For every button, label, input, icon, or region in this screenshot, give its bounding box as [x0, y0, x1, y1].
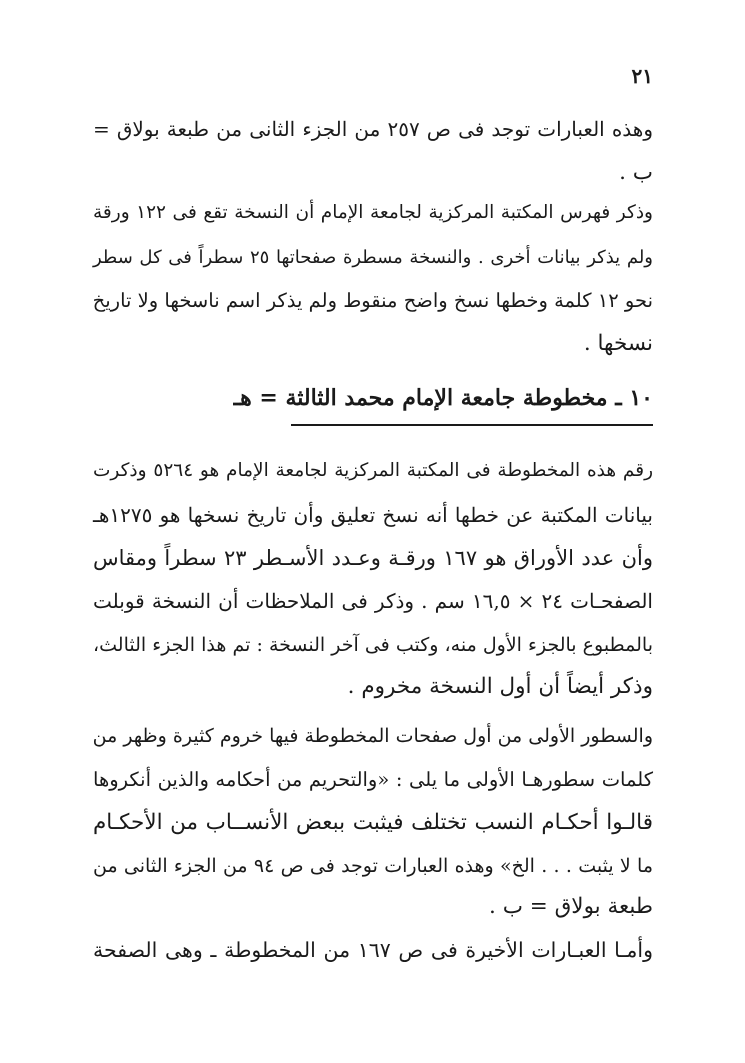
paragraph-4-line-2: كلمات سطورهـا الأولى ما يلى : «والتحريم من أحكامه والذين أنكروها: [93, 768, 653, 791]
heading-underline: [291, 424, 653, 426]
paragraph-2-line-3: نحو ١٢ كلمة وخطها نسخ واضح منقوط ولم يذكر اسم ناسخها ولا تاريخ: [92, 289, 653, 312]
paragraph-4-line-5: طبعة بولاق = ب .: [489, 894, 653, 919]
paragraph-3-line-2: بيانات المكتبة عن خطها أنه نسخ تعليق وأن تاريخ نسخها هو ١٢٧٥هـ: [93, 503, 653, 527]
paragraph-4-line-1: والسطور الأولى من أول صفحات المخطوطة فيها خروم كثيرة وظهر من: [92, 725, 653, 747]
paragraph-2-line-2: ولم يذكر بيانات أخرى . والنسخة مسطرة صفحاتها ٢٥ سطراً فى كل سطر: [93, 247, 653, 268]
paragraph-3-line-6: وذكر أيضاً أن أول النسخة مخروم .: [347, 674, 653, 699]
paragraph-3-line-3: وأن عدد الأوراق هو ١٦٧ ورقـة وعـدد الأسـطر ٢٣ سطراً ومقاس: [93, 546, 653, 570]
paragraph-3-line-5: بالمطبوع بالجزء الأول منه، وكتب فى آخر النسخة : تم هذا الجزء الثالث،: [93, 634, 653, 656]
section-heading: ١٠ ـ مخطوطة جامعة الإمام محمد الثالثة = هـ: [233, 385, 653, 411]
paragraph-5-line-1: وأمـا العبـارات الأخيرة فى ص ١٦٧ من المخطوطة ـ وهى الصفحة: [93, 938, 653, 962]
page-number: ٢١: [631, 64, 653, 88]
paragraph-2-line-4: نسخها .: [583, 331, 653, 356]
paragraph-3-line-4: الصفحـات ٢٤ × ١٦,٥ سم . وذكر فى الملاحظات أن النسخة قوبلت: [93, 589, 653, 613]
paragraph-3-line-1: رقم هذه المخطوطة فى المكتبة المركزية لجامعة الإمام هو ٥٢٦٤ وذكرت: [93, 460, 654, 481]
paragraph-1-line-2: ب .: [619, 160, 653, 185]
paragraph-4-line-4: ما لا يثبت . . . الخ» وهذه العبارات توجد فى ص ٩٤ من الجزء الثانى من: [93, 855, 653, 877]
paragraph-4-line-3: قالـوا أحكـام النسب تختلف فيثبت ببعض الأنســاب من الأحكـام: [93, 810, 653, 835]
paragraph-2-line-1: وذكر فهرس المكتبة المركزية لجامعة الإمام أن النسخة تقع فى ١٢٢ ورقة: [93, 202, 653, 223]
paragraph-1-line-1: وهذه العبارات توجد فى ص ٢٥٧ من الجزء الثانى من طبعة بولاق =: [93, 117, 654, 141]
